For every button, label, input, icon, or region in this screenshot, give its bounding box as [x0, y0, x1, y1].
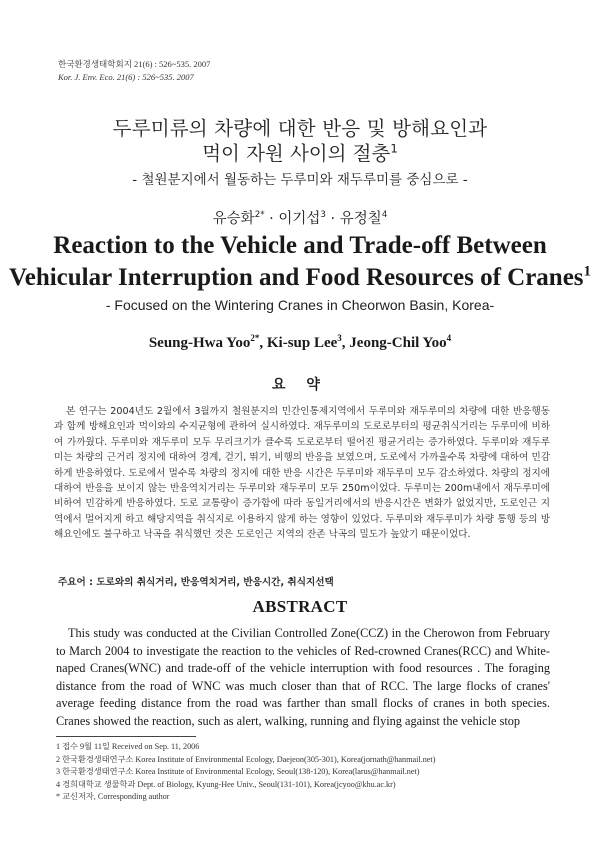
english-title-footnote-mark: 1 [583, 263, 592, 280]
english-author: Ki-sup Lee [266, 335, 338, 351]
english-author: Jeong-Chil Yoo [349, 335, 447, 351]
korean-author-affiliation: 2* [254, 210, 265, 221]
korean-subtitle: - 철원분지에서 월동하는 두루미와 재두루미를 중심으로 - [132, 172, 468, 188]
author-separator: , [341, 335, 350, 351]
english-author-list [0, 335, 600, 352]
footnote-received: 1 접수 9월 11일 Received on Sep. 11, 2006 [56, 742, 200, 751]
english-author-affiliation: 4 [446, 333, 452, 343]
english-abstract-body: This study was conducted at the Civilian Controlled Zone(CCZ) in the Cherowon from February to March 2004 to investigate the reaction to the vehicles of Red-crowned Cranes(RCC) and White-naped Cranes(WNC) and trade-off of the vehicle interruption with food resources . The foraging distance from the road of WNC was much closer than that of RCC. The large flocks of cranes' average feeding distance from the road was farther than small flocks of cranes in both species. Cranes showed the reaction, such as alert, walking, running and flying against the vehicle stop [56, 626, 550, 728]
korean-title-line1: 두루미류의 차량에 대한 반응 및 방해요인과 [112, 117, 488, 140]
journal-citation-korean: 한국환경생태학회지 21(6) : 526~535. 2007 [58, 59, 211, 69]
footnote-affiliation-4: 4 경희대학교 생물학과 Dept. of Biology, Kyung-Hee Univ., Seoul(131-101), Korea(jcyoo@khu.ac.kr) [56, 779, 396, 789]
korean-author-affiliation: 4 [381, 210, 388, 221]
english-abstract-heading: ABSTRACT [252, 597, 348, 616]
english-title-line2-text: Vehicular Interruption and Food Resources of Cranes [8, 264, 584, 291]
journal-citation-english: Kor. J. Env. Eco. 21(6) : 526~535. 2007 [58, 72, 194, 82]
english-title-line1: Reaction to the Vehicle and Trade-off Between [53, 232, 547, 259]
korean-title-line2-text: 먹이 자원 사이의 절충 [202, 142, 391, 165]
korean-author: 유승화 [212, 211, 255, 227]
author-separator: , [259, 335, 267, 351]
korean-author: 유정칠 [339, 211, 382, 227]
korean-title-line2 [0, 138, 600, 166]
footnote-corresponding: * 교신저자, Corresponding author [56, 792, 170, 802]
korean-title-footnote-mark: 1 [390, 141, 398, 156]
footnote-affiliation-2: 2 한국환경생태연구소 Korea Institute of Environmental Ecology, Daejeon(305-301), Korea(jornath@hanmail.net) [56, 754, 436, 764]
footnotes [56, 741, 556, 804]
korean-author: 이기섭 [278, 211, 321, 227]
journal-header [58, 58, 210, 84]
english-title-line2 [0, 264, 600, 292]
korean-author-list [0, 207, 600, 228]
korean-abstract-heading: 요 약 [272, 377, 328, 393]
english-author-affiliation: 3 [337, 333, 342, 343]
english-subtitle: - Focused on the Wintering Cranes in Cheorwon Basin, Korea- [105, 297, 495, 313]
footnote-affiliation-3: 3 한국환경생태연구소 Korea Institute of Environmental Ecology, Seoul(138-120), Korea(larus@hanmail.net) [56, 767, 420, 777]
footnote-divider [56, 736, 196, 737]
korean-author-affiliation: 3 [320, 210, 326, 221]
english-author: Seung-Hwa Yoo [148, 335, 251, 351]
author-separator: · [325, 211, 340, 227]
korean-keywords: 주요어 : 도로와의 취식거리, 반응역치거리, 반응시간, 취식지선택 [58, 577, 334, 588]
korean-abstract-body: 본 연구는 2004년도 2월에서 3월까지 철원분지의 민간인통제지역에서 두루미와 재두루미의 차량에 대한 반응행동과 함께 방해요인과 먹이와의 수지균형에 관하여 실시하였다. 재두루미의 도로로부터의 평균취식거리는 두루미에 비하여 가까웠다. 두루미와 재두루미 모두 무리크기가 클수록 도로로부터 떨어진 평균거리는 증가하였다. 두루미와 재두루미는 차량의 근거리 정지에 대하여 경계, 걷기, 뛰기, 비행의 반응을 보였으며, 도로에서 가까울수록 차량에 대하여 민감하게 반응하였다. 도로에서 멀수록 차량의 정지에 대한 반응 시간은 두루미와 재두루미 모두 감소하였다. 차량의 정지에 대하여 반응을 보이지 않는 반응역치거리는 두루미와 재두루미 모두 250m이었다. 두루미는 200m내에서 재두루미에 비하여 민감하게 반응하였다. 도로 교통량이 증가함에 따라 동일거리에서의 반응시간은 변화가 없었지만, 도로인근 지역에서 멀어지게 하고 해당지역을 취식지로 이용하지 않게 하는 영향이 있었다. 두루미와 재두루미가 차량 통행 등의 방해요인에도 불구하고 낙곡을 취식했던 것은 도로인근 지역의 잔존 낙곡의 밀도가 높았기 때문이었다. [54, 406, 550, 541]
author-separator: · [264, 211, 279, 227]
english-author-affiliation: 2* [250, 333, 260, 343]
